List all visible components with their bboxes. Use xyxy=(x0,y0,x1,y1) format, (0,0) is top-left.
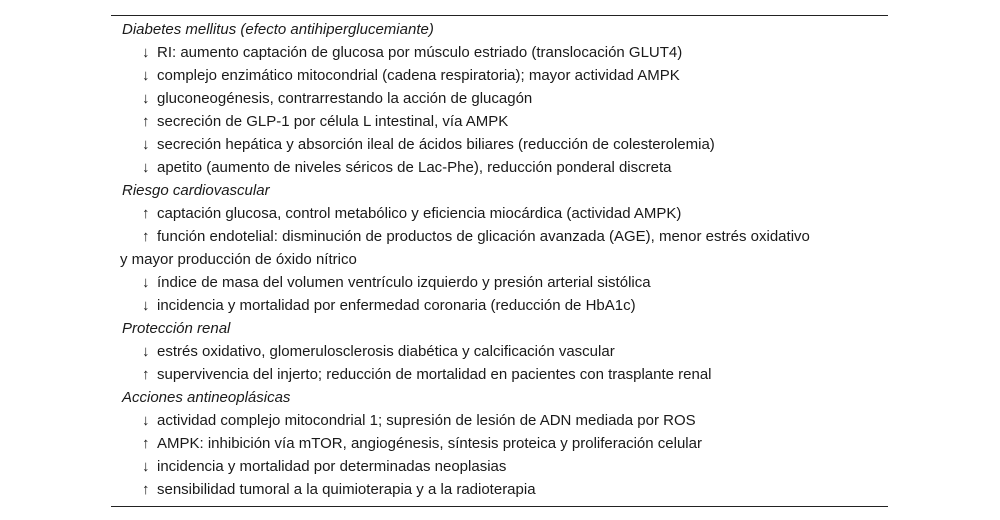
arrow-down-icon: ↓ xyxy=(142,297,150,314)
arrow-up-icon: ↑ xyxy=(142,435,150,452)
arrow-down-icon: ↓ xyxy=(142,44,150,61)
list-item xyxy=(111,409,888,432)
list-item xyxy=(111,271,888,294)
list-item xyxy=(111,455,888,478)
list-item xyxy=(111,478,888,501)
section-title: Riesgo cardiovascular xyxy=(122,182,270,199)
arrow-down-icon: ↓ xyxy=(142,274,150,291)
list-item xyxy=(111,294,888,317)
list-item xyxy=(111,41,888,64)
list-item xyxy=(111,133,888,156)
list-item xyxy=(111,202,888,225)
arrow-down-icon: ↓ xyxy=(142,159,150,176)
item-text: sensibilidad tumoral a la quimioterapia y a la radioterapia xyxy=(157,481,536,498)
arrow-up-icon: ↑ xyxy=(142,366,150,383)
arrow-up-icon: ↑ xyxy=(142,481,150,498)
item-text: RI: aumento captación de glucosa por músculo estriado (translocación GLUT4) xyxy=(157,44,683,61)
item-text: función endotelial: disminución de productos de glicación avanzada (AGE), menor estrés oxidativo xyxy=(157,228,810,245)
item-text: supervivencia del injerto; reducción de mortalidad en pacientes con trasplante renal xyxy=(157,366,712,383)
section-cardiovascular xyxy=(111,179,888,317)
list-item-continuation: y mayor producción de óxido nítrico xyxy=(120,251,357,268)
list-item xyxy=(111,156,888,179)
list-item xyxy=(111,432,888,455)
item-text: apetito (aumento de niveles séricos de Lac-Phe), reducción ponderal discreta xyxy=(157,159,672,176)
item-text: actividad complejo mitocondrial 1; supresión de lesión de ADN mediada por ROS xyxy=(157,412,696,429)
item-text: incidencia y mortalidad por enfermedad coronaria (reducción de HbA1c) xyxy=(157,297,636,314)
arrow-down-icon: ↓ xyxy=(142,136,150,153)
section-title: Diabetes mellitus (efecto antihiperglucemiante) xyxy=(122,21,434,38)
section-antineoplastic xyxy=(111,386,888,501)
item-text: captación glucosa, control metabólico y eficiencia miocárdica (actividad AMPK) xyxy=(157,205,682,222)
item-text: estrés oxidativo, glomerulosclerosis diabética y calcificación vascular xyxy=(157,343,615,360)
arrow-down-icon: ↓ xyxy=(142,458,150,475)
arrow-down-icon: ↓ xyxy=(142,343,150,360)
item-text: gluconeogénesis, contrarrestando la acción de glucagón xyxy=(157,90,533,107)
item-text: índice de masa del volumen ventrículo izquierdo y presión arterial sistólica xyxy=(157,274,651,291)
section-title: Protección renal xyxy=(122,320,231,337)
list-item xyxy=(111,225,888,248)
section-title: Acciones antineoplásicas xyxy=(122,389,291,406)
arrow-down-icon: ↓ xyxy=(142,412,150,429)
list-item xyxy=(111,64,888,87)
section-diabetes xyxy=(111,18,888,179)
arrow-up-icon: ↑ xyxy=(142,205,150,222)
section-renal xyxy=(111,317,888,386)
item-text: secreción hepática y absorción ileal de ácidos biliares (reducción de colesterolemia) xyxy=(157,136,715,153)
arrow-up-icon: ↑ xyxy=(142,228,150,245)
arrow-up-icon: ↑ xyxy=(142,113,150,130)
list-item xyxy=(111,363,888,386)
list-item xyxy=(111,110,888,133)
item-text: secreción de GLP-1 por célula L intestinal, vía AMPK xyxy=(157,113,509,130)
list-item xyxy=(111,87,888,110)
item-text: complejo enzimático mitocondrial (cadena respiratoria); mayor actividad AMPK xyxy=(157,67,680,84)
effects-table xyxy=(111,15,888,507)
list-item xyxy=(111,340,888,363)
item-text: AMPK: inhibición vía mTOR, angiogénesis, síntesis proteica y proliferación celular xyxy=(157,435,702,452)
item-text: incidencia y mortalidad por determinadas neoplasias xyxy=(157,458,507,475)
arrow-down-icon: ↓ xyxy=(142,90,150,107)
arrow-down-icon: ↓ xyxy=(142,67,150,84)
